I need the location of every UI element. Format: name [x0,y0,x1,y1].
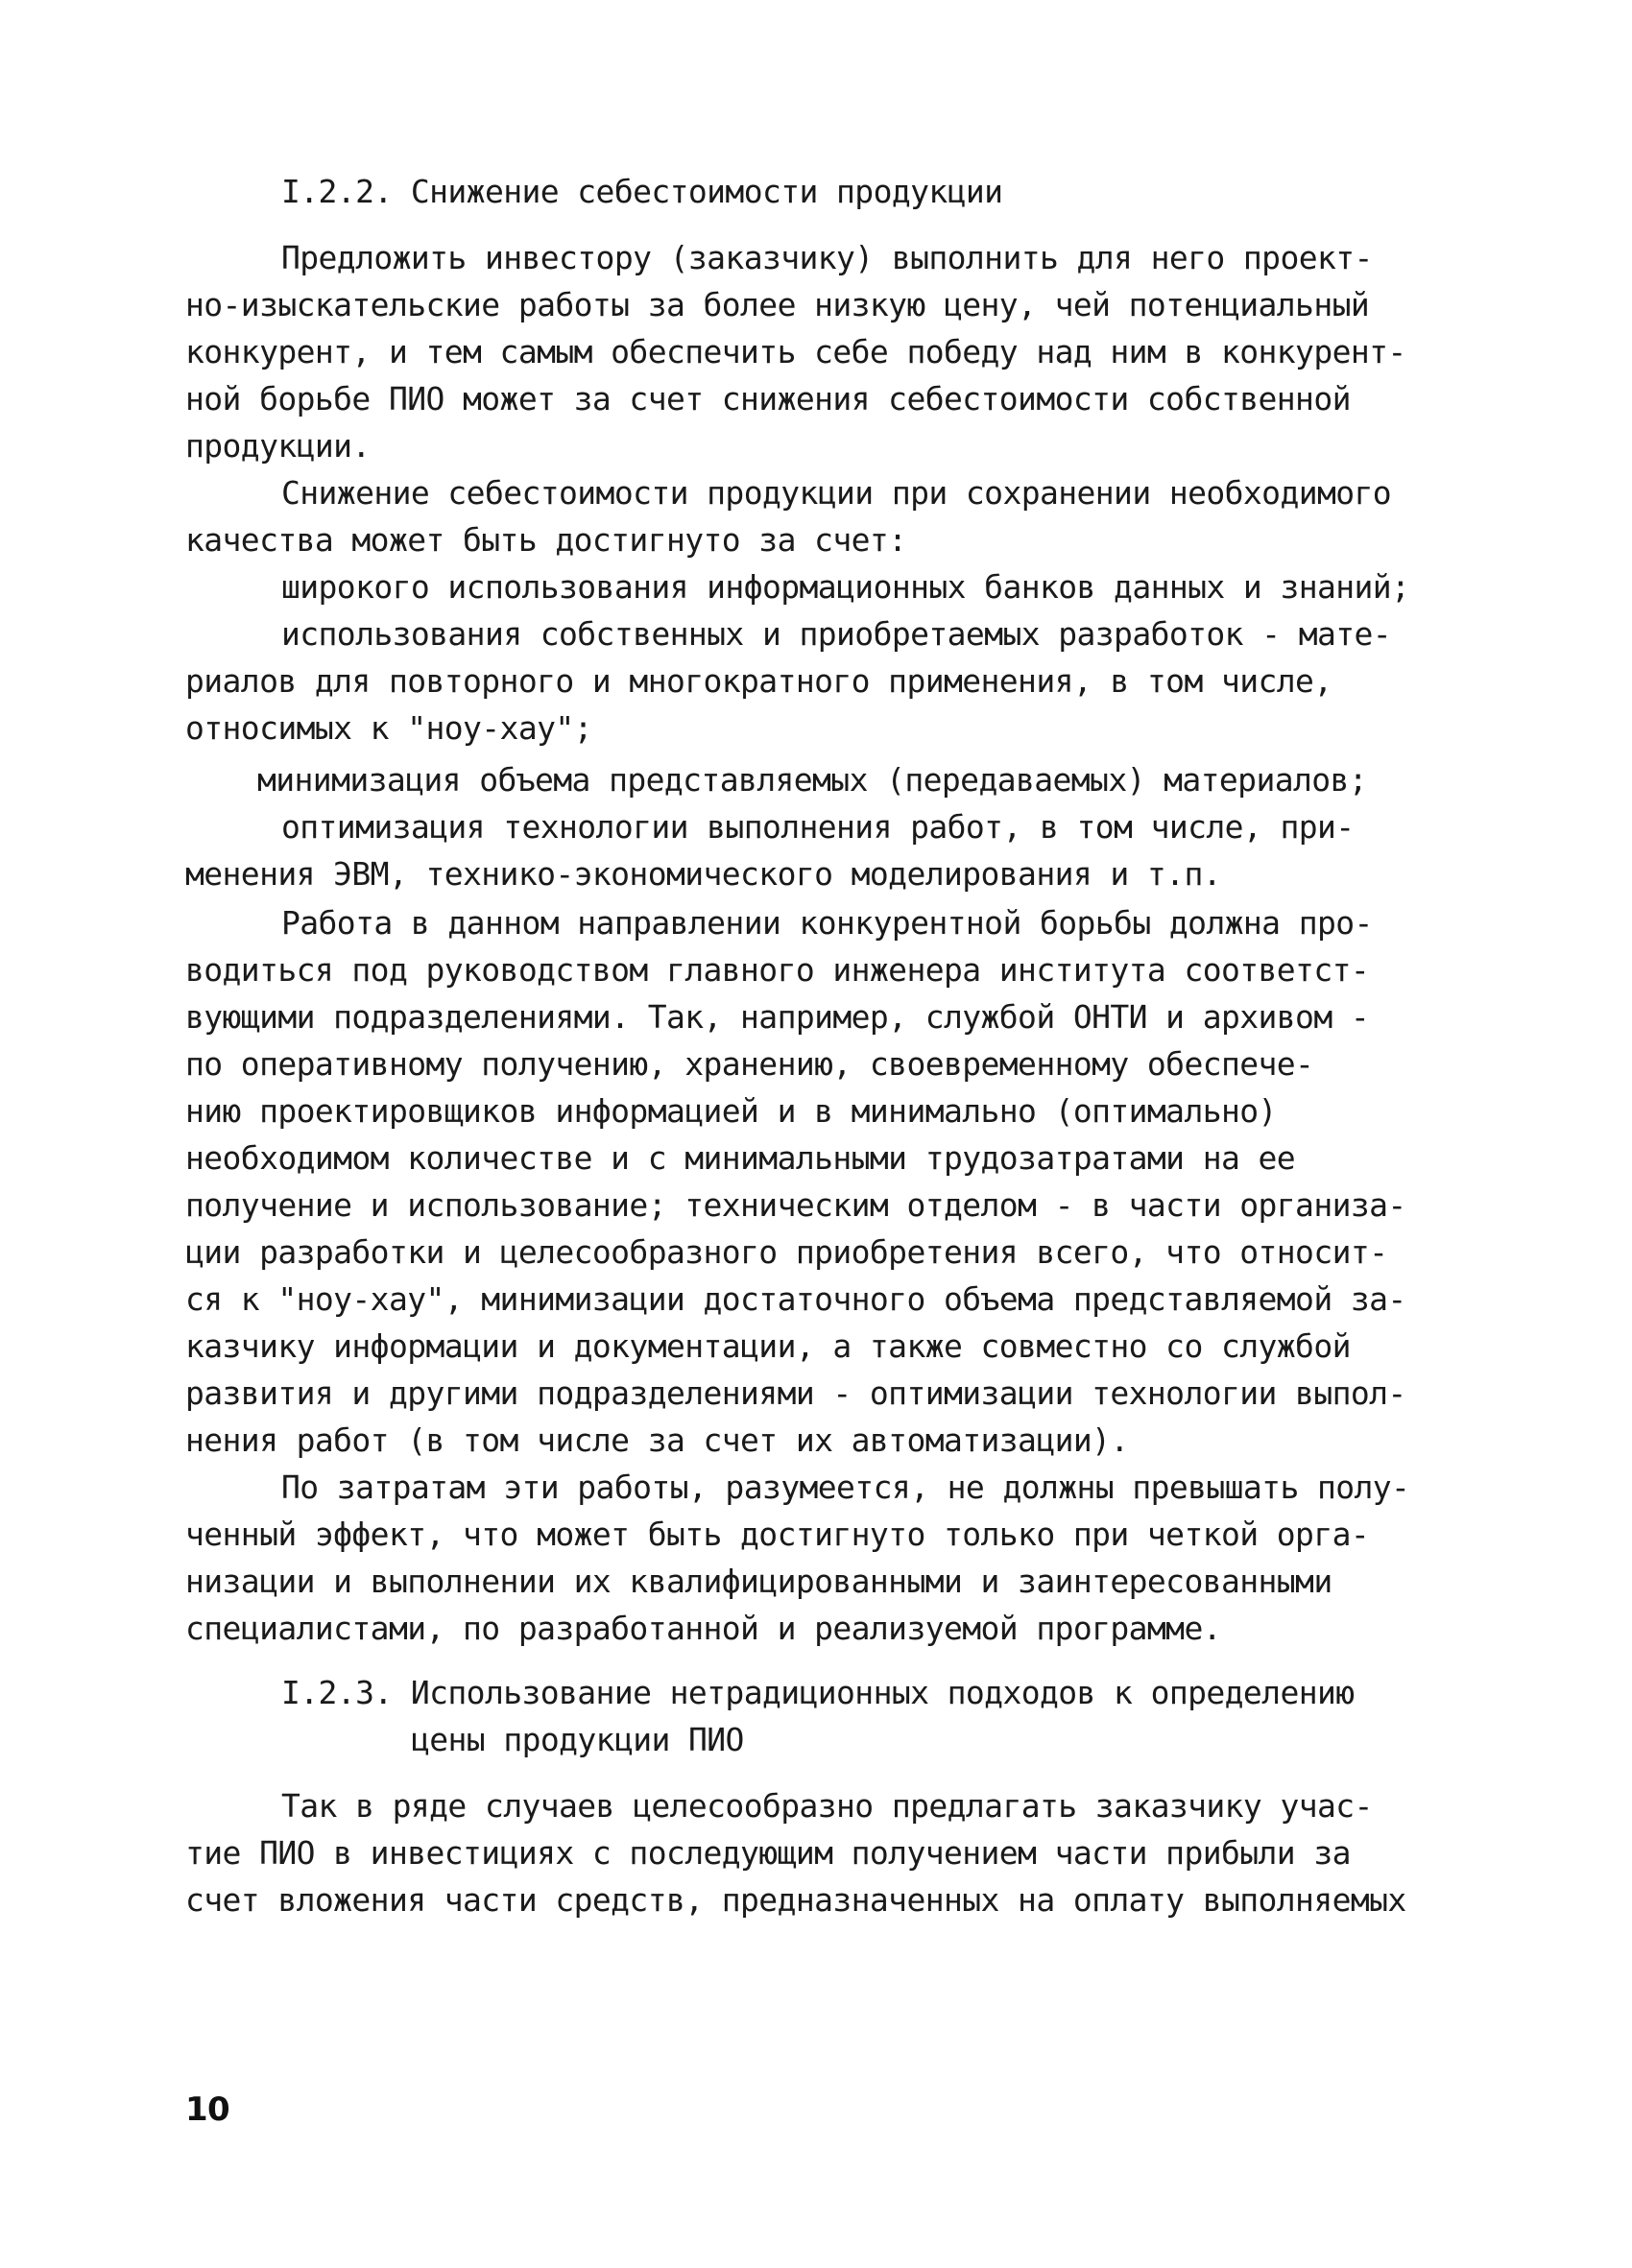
text-line: Снижение себестоимости продукции при сохранении необходимого [281,474,1392,512]
text-line: продукции. [185,427,371,465]
text-line: тие ПИО в инвестициях с последующим получением части прибыли за [185,1834,1351,1872]
text-line: казчику информации и документации, а также совместно со службой [185,1327,1351,1365]
text-line: конкурент, и тем самым обеспечить себе победу над ним в конкурент- [185,333,1406,370]
text-line: ции разработки и целесообразного приобретения всего, что относит- [185,1233,1388,1271]
text-line: получение и использование; техническим отделом - в части организа- [185,1186,1406,1224]
text-line: качества может быть достигнуто за счет: [185,521,907,559]
text-line: специалистами, по разработанной и реализуемой программе. [185,1610,1221,1647]
text-line: вующими подразделениями. Так, например, службой ОНТИ и архивом - [185,998,1370,1036]
section-heading-1-2-3: I.2.3. Использование нетрадиционных подходов к определению [281,1674,1355,1711]
text-line: по оперативному получению, хранению, своевременному обеспече- [185,1045,1314,1083]
text-line: Работа в данном направлении конкурентной борьбы должна про- [281,904,1373,942]
text-line: риалов для повторного и многократного применения, в том числе, [185,662,1332,700]
text-line: но-изыскательские работы за более низкую цену, чей потенциальный [185,286,1370,323]
section-heading-1-2-3-continuation: цены продукции ПИО [411,1721,744,1758]
text-line: водиться под руководством главного инженера института соответст- [185,951,1370,989]
text-line: ся к "ноу-хау", минимизации достаточного объема представляемой за- [185,1280,1406,1318]
section-heading-1-2-2: I.2.2. Снижение себестоимости продукции [281,173,1003,210]
text-line: менения ЭВМ, технико-экономического моделирования и т.п. [185,855,1221,893]
text-line: счет вложения части средств, предназначенных на оплату выполняемых [185,1881,1406,1919]
text-line: нию проектировщиков информацией и в минимально (оптимально) [185,1092,1277,1130]
list-item: использования собственных и приобретаемых разработок - мате- [281,615,1392,653]
text-line: Предложить инвестору (заказчику) выполнить для него проект- [281,239,1373,276]
text-line: относимых к "ноу-хау"; [185,709,592,747]
text-line: Так в ряде случаев целесообразно предлагать заказчику учас- [281,1787,1373,1825]
list-item: оптимизация технологии выполнения работ, в том числе, при- [281,808,1355,846]
text-line: необходимом количестве и с минимальными трудозатратами на ее [185,1139,1296,1177]
text-line: развития и другими подразделениями - оптимизации технологии выпол- [185,1374,1406,1412]
page-number: 10 [185,2090,230,2129]
list-item: минимизация объема представляемых (передаваемых) материалов; [257,761,1368,799]
text-line: ной борьбе ПИО может за счет снижения себестоимости собственной [185,380,1351,418]
text-line: нения работ (в том числе за счет их автоматизации). [185,1421,1129,1459]
list-item: широкого использования информационных банков данных и знаний; [281,568,1410,606]
text-line: низации и выполнении их квалифицированными и заинтересованными [185,1563,1332,1600]
text-line: По затратам эти работы, разумеется, не должны превышать полу- [281,1468,1410,1506]
text-line: ченный эффект, что может быть достигнуто только при четкой орга- [185,1516,1370,1553]
